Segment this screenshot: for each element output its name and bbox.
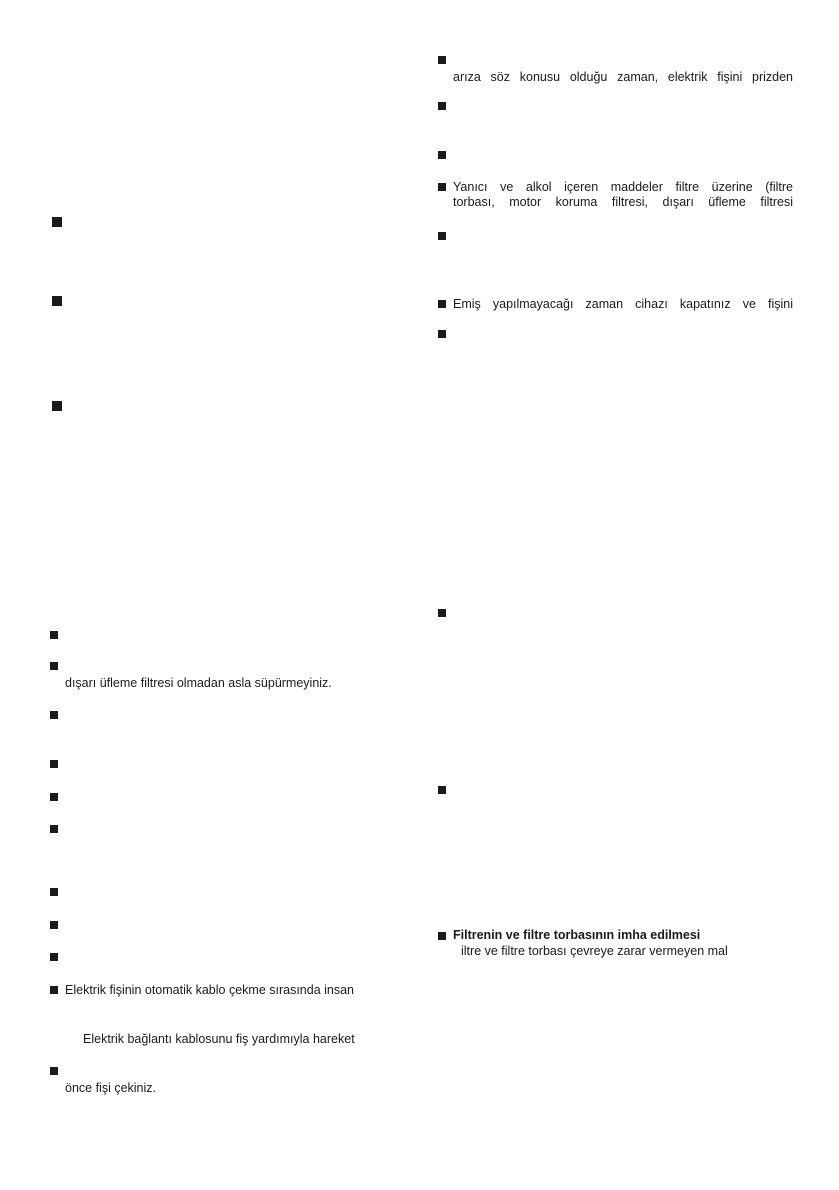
bullet-square-icon (438, 932, 446, 940)
bullet-square-icon (438, 786, 446, 794)
flammable-warning-line-1: Yanıcı ve alkol içeren maddeler filtre üzerine (filtre (453, 180, 793, 194)
bullet-square-icon (438, 232, 446, 240)
bullet-square-icon (50, 825, 58, 833)
bullet-square-icon (438, 56, 446, 64)
bullet-square-icon (50, 793, 58, 801)
bullet-square-icon (50, 888, 58, 896)
bullet-square-icon (50, 662, 58, 670)
switch-off-instruction: Emiş yapılmayacağı zaman cihazı kapatınız ve fişini (453, 297, 793, 311)
unplug-before-text: önce fişi çekiniz. (65, 1081, 157, 1095)
bullet-square-icon (50, 760, 58, 768)
bullet-square-icon (52, 401, 62, 411)
bullet-square-icon (50, 1067, 58, 1075)
disposal-text: iltre ve filtre torbası çevreye zarar vermeyen mal (461, 944, 728, 958)
bullet-square-icon (438, 300, 446, 308)
exhaust-filter-warning: dışarı üfleme filtresi olmadan asla süpürmeyiniz. (65, 676, 332, 690)
bullet-square-icon (438, 330, 446, 338)
bullet-square-icon (438, 151, 446, 159)
fault-unplug-text: arıza söz konusu olduğu zaman, elektrik fişini prizden (453, 70, 793, 84)
flammable-warning-line-2: torbası, motor koruma filtresi, dışarı üfleme filtresi (453, 195, 793, 209)
bullet-square-icon (52, 296, 62, 306)
bullet-square-icon (438, 102, 446, 110)
bullet-square-icon (50, 631, 58, 639)
bullet-square-icon (50, 986, 58, 994)
power-cord-warning: Elektrik fişinin otomatik kablo çekme sırasında insan (65, 983, 355, 997)
bullet-square-icon (50, 953, 58, 961)
disposal-heading: Filtrenin ve filtre torbasının imha edilmesi (453, 928, 701, 942)
bullet-square-icon (438, 609, 446, 617)
bullet-square-icon (438, 183, 446, 191)
bullet-square-icon (50, 921, 58, 929)
move-cable-instruction: Elektrik bağlantı kablosunu fiş yardımıyla hareket (83, 1032, 355, 1046)
bullet-square-icon (50, 711, 58, 719)
bullet-square-icon (52, 217, 62, 227)
